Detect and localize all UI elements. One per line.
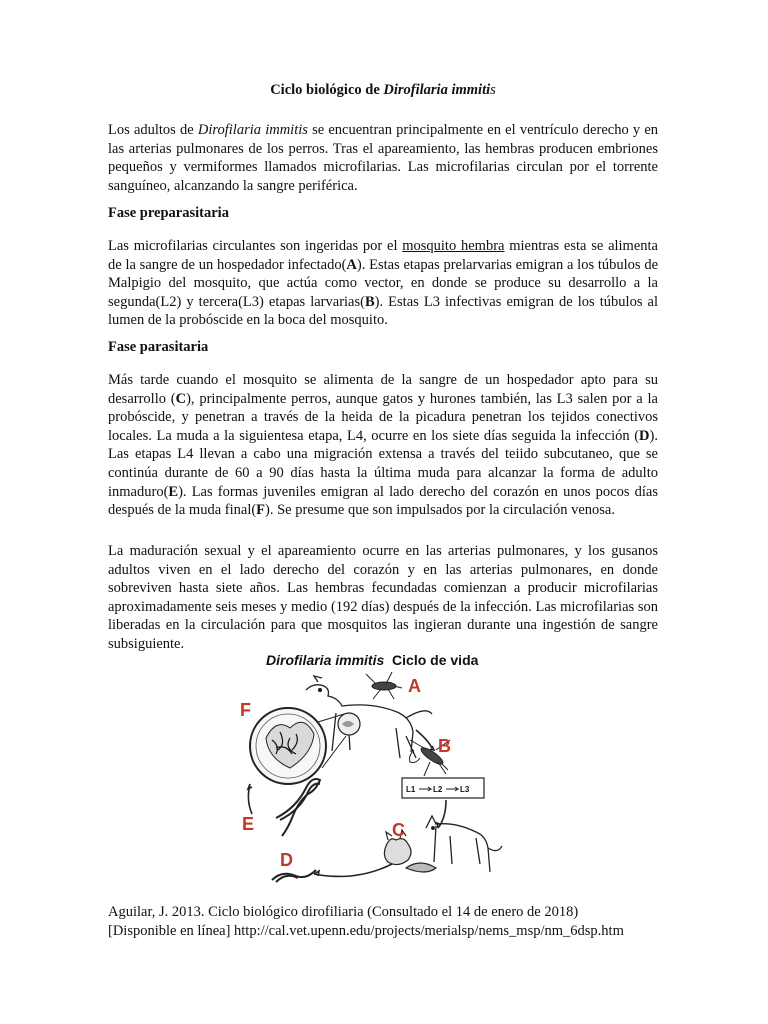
reference-block	[108, 903, 658, 940]
svg-text:L1: L1	[406, 785, 416, 794]
larval-stage-box	[402, 778, 484, 798]
svg-text:L2: L2	[433, 785, 443, 794]
heart-magnified-illustration	[250, 708, 360, 784]
title-prefix: Ciclo biológico de	[270, 82, 384, 98]
paragraph-maduracion: La maduración sexual y el apareamiento ocurre en las arterias pulmonares, y los gusanos adultos viven en el lado derecho del corazón y en las arterias pulmonares, en donde sobreviven hasta siete años. Las hembras fecundadas comienzan a producir microfilarias aproximadamente seis meses y medio (192 días) después de la infección. Las microfilarias son liberadas en la circulación para que mosquitos las ingieran durante una ingestión de sangre subsiguiente.	[108, 543, 658, 652]
reference-url[interactable]: [Disponible en línea] http://cal.vet.upenn.edu/projects/merialsp/nems_msp/nm_6dsp.htm	[108, 922, 624, 939]
worm-e-illustration	[276, 779, 320, 836]
heading-parasitaria: Fase parasitaria	[108, 339, 209, 355]
label-a: A	[408, 676, 421, 696]
intro-paragraph: Los adultos de Dirofilaria immitis se encuentran principalmente en el ventrículo derecho y en las arterias pulmonares de los perros. Tras el apareamiento, las hembras producen embriones pequeños y vermiformes llamados microfilarias. Las microfilarias circulan por el torrente sanguíneo, alcanzando la sangre periférica.	[108, 122, 659, 194]
heading-preparasitaria: Fase preparasitaria	[108, 205, 229, 221]
fox-illustration	[426, 816, 502, 872]
document-title	[108, 82, 658, 99]
paragraph-preparasitaria: Las microfilarias circulantes son ingeridas por el mosquito hembra mientras esta se alimenta de la sangre de un hospedador infectado(A). Estas etapas prelarvarias emigran a los túbulos de Malpigio del mosquito, que actúa como vector, en donde se produce su desarrollo a la segunda(L2) y tercera(L3) etapas larvarias(B). Estas L3 infectivas emigran de los túbulos al lumen de la probóscide en la boca del mosquito.	[108, 238, 659, 329]
life-cycle-illustration	[236, 668, 536, 893]
svg-text:L3: L3	[460, 785, 470, 794]
reference-citation: Aguilar, J. 2013. Ciclo biológico dirofiliaria (Consultado el 14 de enero de 2018)	[108, 904, 579, 920]
paragraph-parasitaria: Más tarde cuando el mosquito se alimenta de la sangre de un hospedador apto para su desarrollo (C), principalmente perros, aunque gatos y hurones también, las L3 salen por a la probóscide, y penetran a través de la heida de la picadura penetran los tejidos conectivos locales. La muda a la siguientesa etapa, L4, ocurre en los siete días seguida la infección (D). Las etapas L4 llevan a cabo una migración extensa a través del teiido subcutaneo, que se continúa durante de 60 a 90 días hasta la última muda para alcanzar la forma de adulto inmaduro(E). Las formas juveniles emigran al lado derecho del corazón en unos pocos días después de la muda final(F). Se presume que son impulsados por la circulación venosa.	[108, 372, 658, 519]
figure-title: Dirofilaria immitis Ciclo de vida	[266, 652, 479, 668]
label-b: B	[438, 736, 451, 756]
intro-species: Dirofilaria immitis	[197, 122, 308, 138]
label-e: E	[242, 814, 255, 834]
label-f: F	[240, 700, 251, 720]
label-d: D	[280, 850, 293, 870]
label-c: C	[392, 820, 405, 840]
larva-d-illustration	[272, 870, 316, 882]
title-suffix: s	[490, 82, 496, 98]
life-cycle-figure	[236, 652, 536, 892]
mosquito-a-illustration	[366, 672, 402, 699]
mosquito-hembra-link[interactable]: mosquito hembra	[402, 238, 505, 254]
title-species: Dirofilaria immiti	[383, 82, 491, 98]
